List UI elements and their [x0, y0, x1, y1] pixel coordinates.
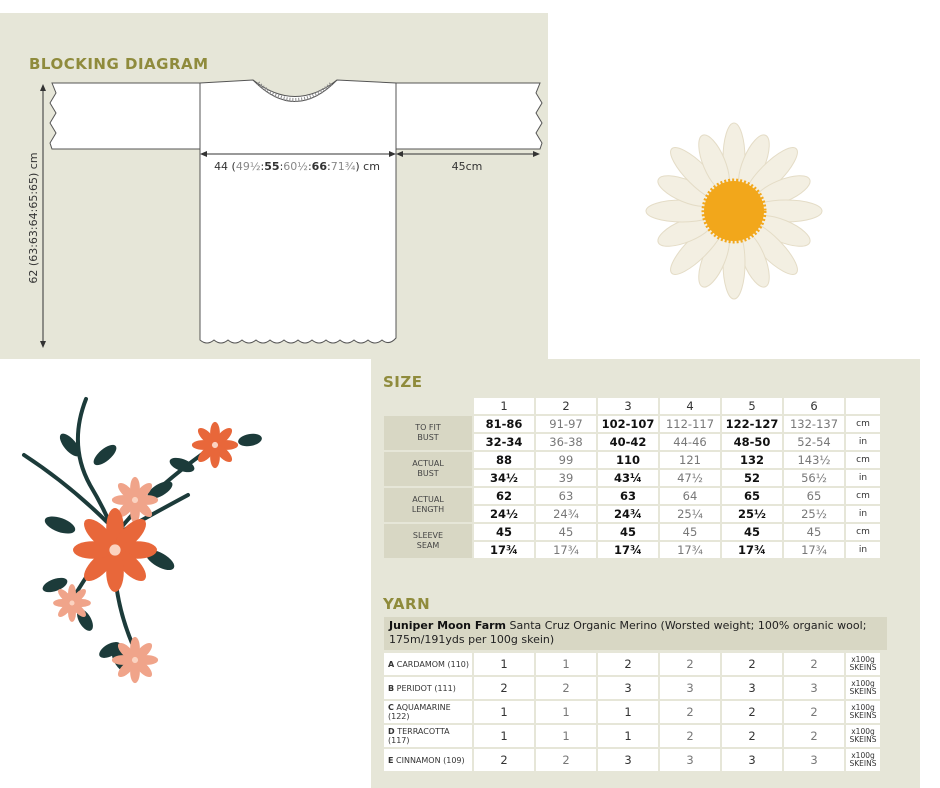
size-cell: 32-34	[474, 434, 534, 450]
width-suffix: ) cm	[355, 160, 380, 173]
width-prefix: 44 (	[214, 160, 236, 173]
size-unit: cm	[846, 416, 880, 432]
size-cell: 65	[784, 488, 844, 504]
sleeve-measurement: 45cm	[451, 160, 483, 173]
yarn-quantity: 3	[722, 677, 782, 699]
yarn-row	[384, 653, 880, 675]
yarn-quantity: 1	[536, 653, 596, 675]
yarn-color-label: AQUAMARINE (122)	[388, 703, 451, 721]
yarn-row	[384, 749, 880, 771]
size-cell: 110	[598, 452, 658, 468]
size-cell: 25¼	[660, 506, 720, 522]
right-sleeve-shape	[396, 83, 542, 149]
yarn-quantity: 2	[536, 749, 596, 771]
yarn-color-label: CINNAMON (109)	[396, 755, 465, 765]
garment-schematic	[0, 13, 548, 359]
size-cell: 17¾	[474, 542, 534, 558]
size-cell: 44-46	[660, 434, 720, 450]
yarn-quantity: 2	[660, 701, 720, 723]
branch-flower	[73, 508, 157, 592]
yarn-quantity: 3	[784, 749, 844, 771]
size-cell: 45	[722, 524, 782, 540]
yarn-brand: Juniper Moon Farm	[389, 619, 507, 632]
yarn-details: Santa Cruz Organic Merino (Worsted weight; 100% organic wool; 175m/191yds per 100g skein)	[389, 619, 867, 646]
size-cell: 102-107	[598, 416, 658, 432]
size-header-cell: 1	[474, 398, 534, 414]
yarn-quantity: 2	[784, 653, 844, 675]
yarn-quantity: 3	[660, 677, 720, 699]
size-row	[384, 488, 880, 504]
blocking-diagram-title: BLOCKING DIAGRAM	[29, 55, 209, 73]
yarn-color-label: CARDAMOM (110)	[396, 659, 470, 669]
yarn-title: YARN	[383, 595, 431, 613]
yarn-quantity: 1	[474, 701, 534, 723]
size-row	[384, 524, 880, 540]
blocking-diagram-panel	[0, 13, 548, 359]
width-sep: :	[307, 160, 312, 173]
yarn-unit: x100g SKEINS	[846, 749, 880, 771]
yarn-color-label: TERRACOTTA (117)	[388, 727, 450, 745]
width-size3: 55	[264, 160, 280, 173]
size-cell: 17¾	[536, 542, 596, 558]
size-cell: 45	[536, 524, 596, 540]
yarn-table	[382, 651, 882, 773]
yarn-unit: x100g SKEINS	[846, 701, 880, 723]
branch-flower	[112, 637, 158, 683]
size-header-unit	[846, 398, 880, 414]
yarn-quantity: 2	[660, 653, 720, 675]
size-cell: 81-86	[474, 416, 534, 432]
yarn-quantity: 3	[722, 749, 782, 771]
yarn-color-letter: D	[388, 727, 395, 736]
width-sep: :	[326, 160, 331, 173]
yarn-color-letter: A	[388, 659, 395, 669]
size-unit: cm	[846, 488, 880, 504]
size-cell: 39	[536, 470, 596, 486]
yarn-quantity: 2	[722, 725, 782, 747]
size-cell: 63	[536, 488, 596, 504]
size-row-label: ACTUAL BUST	[384, 452, 472, 486]
size-cell: 121	[660, 452, 720, 468]
yarn-row	[384, 725, 880, 747]
size-cell: 36-38	[536, 434, 596, 450]
yarn-color-letter: B	[388, 683, 395, 693]
size-header-cell: 6	[784, 398, 844, 414]
yarn-row	[384, 677, 880, 699]
size-cell: 48-50	[722, 434, 782, 450]
size-row-label: TO FIT BUST	[384, 416, 472, 450]
size-cell: 45	[474, 524, 534, 540]
size-unit: cm	[846, 452, 880, 468]
size-header-blank	[384, 398, 472, 414]
yarn-quantity: 3	[598, 749, 658, 771]
yarn-quantity: 1	[536, 725, 596, 747]
size-cell: 52	[722, 470, 782, 486]
yarn-quantity: 2	[598, 653, 658, 675]
yarn-quantity: 2	[722, 701, 782, 723]
branch-flower	[192, 422, 238, 468]
yarn-color-name	[384, 653, 472, 675]
size-row	[384, 452, 880, 468]
yarn-color-letter: C	[388, 703, 394, 712]
size-unit: in	[846, 542, 880, 558]
size-cell: 62	[474, 488, 534, 504]
size-cell: 24½	[474, 506, 534, 522]
yarn-quantity: 2	[722, 653, 782, 675]
width-sep: :	[279, 160, 284, 173]
yarn-quantity: 3	[784, 677, 844, 699]
size-cell: 65	[722, 488, 782, 504]
size-cell: 17¾	[660, 542, 720, 558]
size-cell: 43¼	[598, 470, 658, 486]
size-cell: 56½	[784, 470, 844, 486]
size-cell: 52-54	[784, 434, 844, 450]
yarn-unit: x100g SKEINS	[846, 677, 880, 699]
size-unit: in	[846, 506, 880, 522]
size-cell: 24¾	[598, 506, 658, 522]
yarn-quantity: 1	[598, 725, 658, 747]
yarn-quantity: 3	[660, 749, 720, 771]
yarn-color-label: PERIDOT (111)	[396, 683, 456, 693]
size-cell: 91-97	[536, 416, 596, 432]
yarn-color-name	[384, 749, 472, 771]
yarn-quantity: 1	[474, 653, 534, 675]
branch-flower	[53, 584, 91, 622]
size-yarn-panel	[371, 359, 920, 788]
size-cell: 47½	[660, 470, 720, 486]
size-unit: in	[846, 434, 880, 450]
size-header-cell: 5	[722, 398, 782, 414]
size-cell: 64	[660, 488, 720, 504]
size-cell: 88	[474, 452, 534, 468]
yarn-description	[384, 617, 887, 650]
yarn-quantity: 2	[536, 677, 596, 699]
size-cell: 143½	[784, 452, 844, 468]
size-row	[384, 416, 880, 432]
size-cell: 132	[722, 452, 782, 468]
yarn-quantity: 1	[536, 701, 596, 723]
daisy-illustration	[644, 121, 824, 301]
body-shape	[200, 80, 396, 343]
width-size6: 71¾	[330, 160, 356, 173]
size-cell: 24¾	[536, 506, 596, 522]
yarn-color-name	[384, 701, 472, 723]
yarn-unit: x100g SKEINS	[846, 725, 880, 747]
size-unit: cm	[846, 524, 880, 540]
size-unit: in	[846, 470, 880, 486]
size-header-cell: 3	[598, 398, 658, 414]
floral-branch-illustration	[10, 385, 270, 705]
size-cell: 132-137	[784, 416, 844, 432]
size-header-cell: 2	[536, 398, 596, 414]
size-row-label: ACTUAL LENGTH	[384, 488, 472, 522]
size-cell: 25½	[722, 506, 782, 522]
width-size4: 60½	[283, 160, 308, 173]
yarn-color-name	[384, 677, 472, 699]
size-cell: 17¾	[784, 542, 844, 558]
length-measurement: 62 (63:63:64:65:65) cm	[27, 152, 40, 284]
yarn-quantity: 3	[598, 677, 658, 699]
size-cell: 45	[784, 524, 844, 540]
yarn-quantity: 2	[660, 725, 720, 747]
size-title: SIZE	[383, 373, 423, 391]
yarn-quantity: 2	[784, 725, 844, 747]
yarn-unit: x100g SKEINS	[846, 653, 880, 675]
yarn-quantity: 2	[784, 701, 844, 723]
yarn-quantity: 1	[598, 701, 658, 723]
size-cell: 25½	[784, 506, 844, 522]
yarn-color-name	[384, 725, 472, 747]
size-row-label: SLEEVE SEAM	[384, 524, 472, 558]
size-cell: 40-42	[598, 434, 658, 450]
yarn-color-letter: E	[388, 755, 394, 765]
size-cell: 45	[598, 524, 658, 540]
size-cell: 122-127	[722, 416, 782, 432]
width-size5: 66	[311, 160, 327, 173]
size-header-cell: 4	[660, 398, 720, 414]
left-sleeve-shape	[50, 83, 200, 149]
yarn-quantity: 2	[474, 677, 534, 699]
width-measurement	[214, 160, 380, 173]
yarn-quantity: 1	[474, 725, 534, 747]
size-cell: 99	[536, 452, 596, 468]
size-cell: 17¾	[722, 542, 782, 558]
size-cell: 112-117	[660, 416, 720, 432]
size-table	[382, 396, 882, 560]
size-cell: 63	[598, 488, 658, 504]
yarn-quantity: 2	[474, 749, 534, 771]
width-size2: 49½	[235, 160, 261, 173]
size-cell: 17¾	[598, 542, 658, 558]
size-cell: 45	[660, 524, 720, 540]
size-cell: 34½	[474, 470, 534, 486]
yarn-row	[384, 701, 880, 723]
width-sep: :	[260, 160, 265, 173]
size-header-row	[384, 398, 880, 414]
